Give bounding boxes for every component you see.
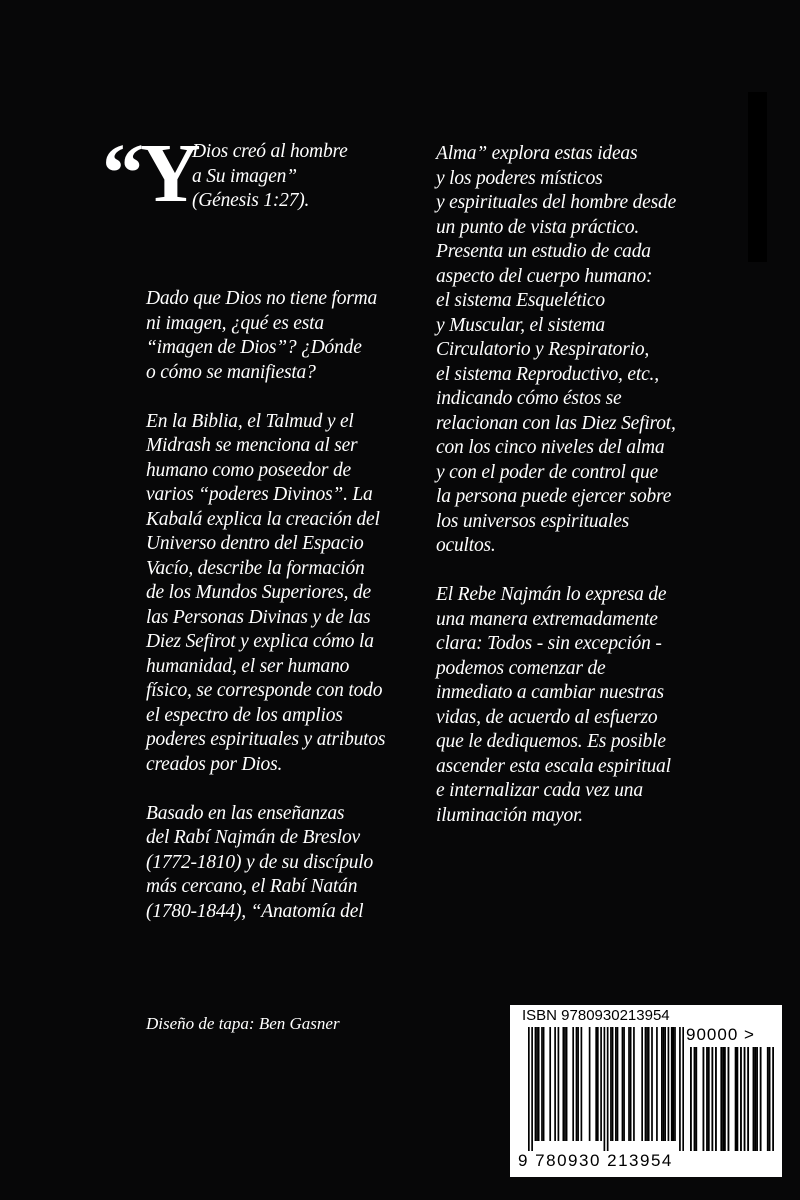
barcode-bar: [576, 1027, 578, 1141]
text-line: más cercano, el Rabí Natán: [146, 876, 358, 897]
addon-bar: [744, 1047, 746, 1151]
text-line: podemos comenzar de: [436, 657, 606, 679]
barcode-bar: [543, 1027, 545, 1141]
addon-bar: [767, 1047, 769, 1151]
text-line: ascender esta escala espiritual: [436, 755, 671, 777]
text-line: Diez Sefirot y explica cómo la: [146, 631, 374, 652]
barcode-bar: [656, 1027, 658, 1141]
barcode-bar: [541, 1027, 543, 1141]
barcode-bar: [682, 1027, 684, 1151]
barcode-bar: [531, 1027, 533, 1151]
text-line: (1772-1810) y de su discípulo: [146, 851, 374, 873]
drop-cap: “Y: [102, 127, 197, 220]
text-line: de los Mundos Superiores, de: [146, 582, 371, 603]
isbn-digits: 9 780930 213954: [518, 1151, 673, 1170]
barcode-bar: [661, 1027, 663, 1141]
addon-bar: [708, 1047, 710, 1151]
paragraph-kabbalah: [146, 410, 396, 778]
addon-bar: [711, 1047, 713, 1151]
text-line: las Personas Divinas y de las: [146, 606, 371, 628]
price-code: 90000 >: [686, 1025, 755, 1044]
barcode-bar: [607, 1027, 609, 1151]
text-line: clara: Todos - sin excepción -: [436, 633, 662, 654]
barcode-bar: [645, 1027, 647, 1141]
addon-bar: [769, 1047, 771, 1151]
text-line: El Rebe Najmán lo expresa de: [436, 584, 667, 605]
text-line: ocultos.: [436, 535, 496, 556]
opening-quote: [102, 127, 396, 287]
text-line: inmediato a cambiar nuestras: [436, 682, 664, 703]
barcode-bar: [572, 1027, 574, 1141]
text-line: Midrash se menciona al ser: [146, 435, 358, 456]
right-text-column: [436, 142, 706, 828]
addon-bar: [695, 1047, 697, 1151]
text-line: indicando cómo éstos se: [436, 388, 622, 409]
ean-barcode-bars: [528, 1027, 684, 1151]
addon-bar: [740, 1047, 742, 1151]
text-line: y con el poder de control que: [436, 461, 658, 483]
barcode-bar: [597, 1027, 599, 1141]
barcode-bar: [595, 1027, 597, 1141]
text-line: un punto de vista práctico.: [436, 216, 640, 238]
barcode-bar: [554, 1027, 556, 1141]
text-line: el espectro de los amplios: [146, 704, 343, 726]
barcode-bar: [617, 1027, 619, 1141]
addon-bar: [760, 1047, 762, 1151]
text-line: (1780-1844), “Anatomía del: [146, 900, 364, 922]
text-line: el sistema Esquelético: [436, 290, 605, 311]
addon-bar: [703, 1047, 705, 1151]
text-line: creados por Dios.: [146, 753, 283, 775]
barcode-bar: [536, 1027, 538, 1141]
addon-bar: [728, 1047, 730, 1151]
barcode-bar: [562, 1027, 564, 1141]
addon-bar: [720, 1047, 722, 1151]
barcode-bar: [633, 1027, 635, 1141]
addon-bar: [753, 1047, 755, 1151]
barcode-bar: [577, 1027, 579, 1141]
text-line: una manera extremadamente: [436, 608, 658, 630]
addon-bar: [690, 1047, 692, 1151]
text-line: En la Biblia, el Talmud y el: [146, 410, 354, 432]
barcode-bar: [610, 1027, 612, 1141]
text-line: Dado que Dios no tiene forma: [146, 288, 378, 309]
drop-cap-lines: [192, 140, 402, 214]
barcode-bar: [564, 1027, 566, 1141]
barcode-bar: [604, 1027, 606, 1151]
barcode-bar: [630, 1027, 632, 1141]
text-line: humano como poseedor de: [146, 459, 351, 481]
addon-bar: [722, 1047, 724, 1151]
addon-bar: [706, 1047, 708, 1151]
barcode-bar: [641, 1027, 643, 1141]
isbn-label: ISBN 9780930213954: [522, 1007, 670, 1024]
barcode-bar: [671, 1027, 673, 1141]
addon-bar: [715, 1047, 717, 1151]
text-line: el sistema Reproductivo, etc.,: [436, 363, 659, 385]
addon-bar: [754, 1047, 756, 1151]
text-line: varios “poderes Divinos”. La: [146, 484, 373, 505]
spine-dark-strip: [748, 92, 767, 262]
addon-bar: [736, 1047, 738, 1151]
text-line: aspecto del cuerpo humano:: [436, 265, 653, 287]
barcode-bar: [558, 1027, 560, 1141]
text-line: Basado en las enseñanzas: [146, 802, 345, 824]
text-line: que le dediquemos. Es posible: [436, 731, 666, 752]
addon-bar: [724, 1047, 726, 1151]
barcode-bar: [535, 1027, 537, 1141]
paragraph-rebbe: [436, 583, 706, 828]
text-line: con los cinco niveles del alma: [436, 437, 665, 458]
text-line: la persona puede ejercer sobre: [436, 486, 672, 507]
text-line: Vacío, describe la formación: [146, 557, 365, 579]
barcode-bar: [623, 1027, 625, 1141]
paragraph-question: [146, 287, 396, 385]
paragraph-teachings: [146, 802, 396, 925]
text-line: poderes espirituales y atributos: [146, 729, 386, 750]
barcode-bar: [648, 1027, 650, 1141]
text-line: físico, se corresponde con todo: [146, 680, 383, 701]
barcode-bar: [600, 1027, 602, 1141]
text-line: los universos espirituales: [436, 510, 630, 532]
barcode-bar: [538, 1027, 540, 1141]
text-line: Presenta un estudio de cada: [436, 241, 651, 262]
text-line: “imagen de Dios”? ¿Dónde: [146, 337, 362, 358]
text-line: Dios creó al hombre: [192, 141, 348, 162]
text-line: del Rabí Najmán de Breslov: [146, 827, 360, 848]
text-line: y Muscular, el sistema: [436, 314, 605, 336]
text-line: Universo dentro del Espacio: [146, 533, 364, 554]
text-line: a Su imagen”: [192, 165, 297, 187]
text-line: vidas, de acuerdo al esfuerzo: [436, 706, 658, 728]
barcode-bar: [549, 1027, 551, 1141]
text-line: humanidad, el ser humano: [146, 655, 350, 677]
text-line: iluminación mayor.: [436, 804, 583, 826]
barcode-bar: [663, 1027, 665, 1141]
left-text-column: [102, 127, 396, 924]
text-line: y espirituales del hombre desde: [436, 192, 677, 213]
barcode-bar: [673, 1027, 675, 1141]
addon-bar: [735, 1047, 737, 1151]
barcode-bar: [679, 1027, 681, 1151]
barcode-bar: [589, 1027, 591, 1141]
barcode-bar: [651, 1027, 653, 1141]
addon-bar: [772, 1047, 774, 1151]
barcode-bar: [668, 1027, 670, 1141]
text-line: (Génesis 1:27).: [192, 190, 310, 211]
cover-design-credit: Diseño de tapa: Ben Gasner: [146, 1014, 340, 1033]
text-line: o cómo se manifiesta?: [146, 361, 316, 383]
barcode-bar: [581, 1027, 583, 1141]
paragraph-anatomy: [436, 142, 706, 559]
addon-bar: [747, 1047, 749, 1151]
barcode-bar: [646, 1027, 648, 1141]
text-line: ni imagen, ¿qué es esta: [146, 312, 324, 334]
barcode-bar: [528, 1027, 530, 1151]
addon-bar: [756, 1047, 758, 1151]
barcode-bar: [664, 1027, 666, 1141]
text-line: Circulatorio y Respiratorio,: [436, 339, 650, 360]
text-line: e internalizar cada vez una: [436, 780, 643, 801]
text-line: y los poderes místicos: [436, 167, 603, 189]
addon-barcode-bars: [690, 1047, 774, 1151]
addon-bar: [694, 1047, 696, 1151]
barcode-bar: [674, 1027, 676, 1141]
barcode-bar: [615, 1027, 617, 1141]
text-line: Alma” explora estas ideas: [436, 143, 638, 164]
text-line: Kabalá explica la creación del: [146, 508, 380, 530]
barcode-bar: [612, 1027, 614, 1141]
text-line: relacionan con las Diez Sefirot,: [436, 412, 676, 434]
isbn-barcode: [510, 1005, 782, 1177]
barcode-bar: [628, 1027, 630, 1141]
barcode-bar: [622, 1027, 624, 1141]
barcode-bar: [566, 1027, 568, 1141]
